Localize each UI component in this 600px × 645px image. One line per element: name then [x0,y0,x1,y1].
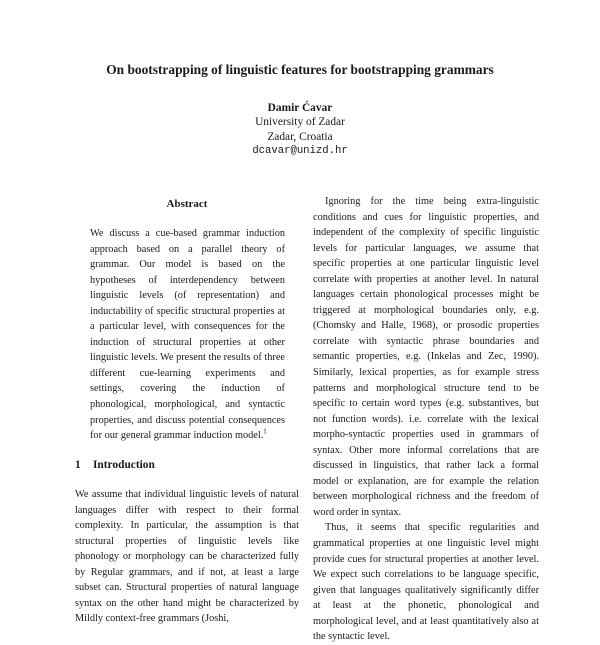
author-affiliation: University of Zadar [255,116,345,129]
paper-title: On bootstrapping of linguistic features for bootstrapping grammars [106,62,494,77]
author-name: Damir Ćavar [267,102,333,114]
section-number: 1 [75,459,81,471]
abstract-text: We discuss a cue-based grammar induction approach based on a parallel theory of grammar. Our model is based on the hypotheses of interdependency between linguistic levels (of representation) and inductability of specific structural properties at a particular level, with consequences for the induction of structural properties at other linguistic levels. We present the results of three different cue-learning experiments and settings, covering the induction of phonological, morphological, and syntactic properties, and discuss potential consequences for our general grammar induction model. [90,228,285,442]
author-location: Zadar, Croatia [267,130,333,143]
section-title: Introduction [93,459,155,471]
section-heading-introduction [75,459,155,471]
author-block [0,101,600,159]
introduction-paragraph: We assume that individual linguistic levels of natural languages differ with respect to their formal complexity. In particular, the assumption is that structural properties of linguistic levels like phonology or morphology can be characterized fully by Regular grammars, and if not, at least a large subset can. Structural properties of natural language syntax on the other hand might be characterized by Mildly context-free grammars (Joshi, [75,489,299,625]
right-column [313,194,539,645]
author-email: dcavar@unizd.hr [252,145,348,158]
right-paragraph-1: Ignoring for the time being extra-linguistic conditions and cues for linguistic properties, and independent of the complexity of specific linguistic levels for particular languages, we assume that specific properties at one particular linguistic level correlate with properties at another level. In natural languages certain phonological processes might be triggered at morphological boundaries only, e.g. (Chomsky and Halle, 1968), or prosodic properties correlate with syntactic phrase boundaries and semantic properties, e.g. (Inkelas and Zec, 1990). Similarly, lexical properties, as for example stress patterns and morphological structure tend to be specific to certain word types (e.g. substantives, but not function words). i.e. correlate with the lexical morpho-syntactic properties used in grammars of syntax. Other more informal correlations that are discussed in linguistics, that rather lack a formal model or explanation, are for example the relation between morphological richness and the freedom of word order in syntax. [313,196,539,518]
introduction-text-block [75,487,299,627]
abstract-heading: Abstract [166,198,208,210]
abstract-text-block [90,226,285,444]
right-paragraph-2: Thus, it seems that specific regularities and grammatical properties at one linguistic level might provide cues for structural properties at another level. We expect such correlations to be language specific, given that languages qualitatively significantly differ at least at the phonetic, phonological and morphological level, and at least quantitatively also at the syntactic level. [313,522,539,643]
footnote-mark: 1 [263,427,267,436]
